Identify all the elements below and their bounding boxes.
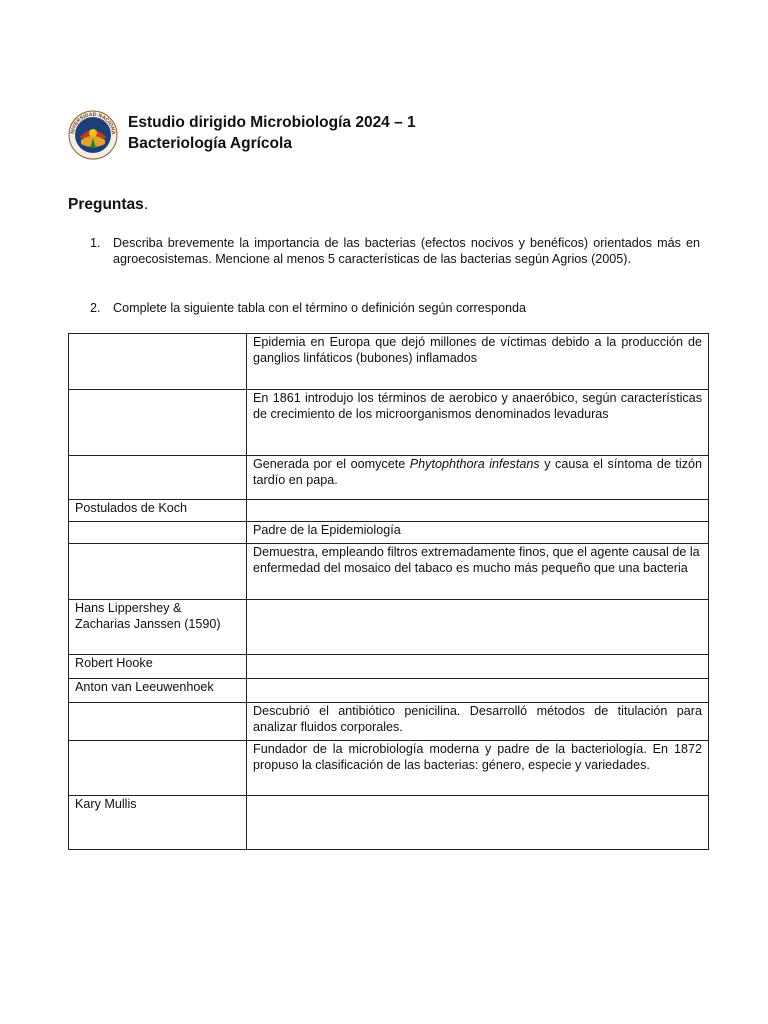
species-name: Phytophthora infestans [409,457,540,471]
term-cell [69,703,247,741]
question-1 [90,236,700,267]
term-cell [69,334,247,390]
definition-cell [247,655,709,679]
title-line-1: Estudio dirigido Microbiología 2024 – 1 [128,114,416,131]
svg-text:UNIVERSIDAD NACIONAL: NIVERSIDAD NACIONA [69,111,117,135]
definition-cell [247,500,709,522]
questions-heading-text: Preguntas [68,196,144,213]
definition-cell: Descubrió el antibiótico penicilina. Desarrolló métodos de titulación para analizar fluidos corporales. [247,703,709,741]
term-cell [69,522,247,544]
term-cell [69,544,247,600]
document-title [128,112,416,154]
table-row [69,334,709,390]
university-logo [68,110,118,160]
definition-cell: Padre de la Epidemiología [247,522,709,544]
table-row [69,703,709,741]
term-cell: Postulados de Koch [69,500,247,522]
term-cell [69,390,247,456]
term-cell: Kary Mullis [69,796,247,850]
definition-cell [247,456,709,500]
questions-heading-dot: . [143,196,149,213]
table-row [69,500,709,522]
definition-cell: Fundador de la microbiología moderna y padre de la bacteriología. En 1872 propuso la clasificación de las bacterias: género, especie y variedades. [247,741,709,796]
definition-cell [247,600,709,655]
definition-cell [247,679,709,703]
table-row [69,655,709,679]
question-2 [90,301,700,317]
table-row [69,544,709,600]
questions-heading [68,196,148,214]
definition-text: y causa el síntoma de tizón tardío en papa. [253,457,703,487]
term-cell [69,456,247,500]
term-cell: Anton van Leeuwenhoek [69,679,247,703]
title-line-2: Bacteriología Agrícola [128,135,292,152]
table-row [69,741,709,796]
table-row [69,522,709,544]
table-row [69,390,709,456]
definition-cell: Epidemia en Europa que dejó millones de víctimas debido a la producción de ganglios linfáticos (bubones) inflamados [247,334,709,390]
definition-cell: En 1861 introdujo los términos de aerobico y anaeróbico, según características de crecimiento de los microorganismos denominados levaduras [247,390,709,456]
definition-cell [247,796,709,850]
terms-table [68,333,709,850]
term-cell [69,741,247,796]
question-text: Complete la siguiente tabla con el término o definición según corresponda [113,301,527,315]
table-row [69,796,709,850]
table-row [69,679,709,703]
definition-cell: Demuestra, empleando filtros extremadamente finos, que el agente causal de la enfermedad del mosaico del tabaco es mucho más pequeño que una bacteria [247,544,709,600]
term-cell: Robert Hooke [69,655,247,679]
table-row [69,600,709,655]
question-number: 2. [90,301,101,315]
term-cell: Hans Lippershey & Zacharias Janssen (1590) [69,600,247,655]
question-text: Describa brevemente la importancia de las bacterias (efectos nocivos y benéficos) orientados más en agroecosistemas. Mencione al menos 5 características de las bacterias según Agrios (2005). [113,236,700,266]
question-number: 1. [90,236,101,250]
definition-text: Generada por el oomycete [253,457,410,471]
table-row [69,456,709,500]
